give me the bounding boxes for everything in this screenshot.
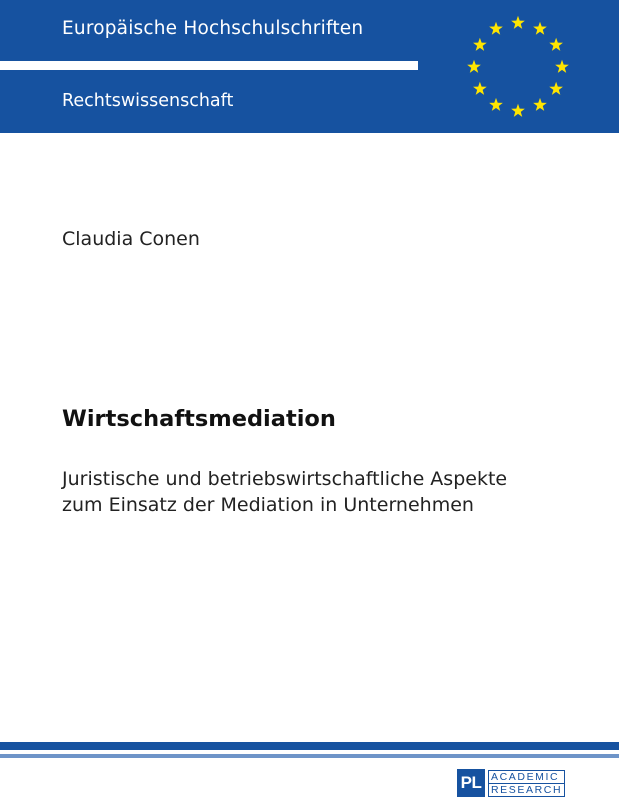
publisher-line-1: ACADEMIC [488,770,565,784]
publisher-wordmark [488,769,565,797]
star-icon [555,60,569,73]
publisher-mark: PL [457,769,485,797]
star-icon [511,16,525,29]
star-icon [533,22,547,35]
star-icon [549,82,563,95]
footer-rule [0,754,619,758]
star-icon [489,22,503,35]
book-title: Wirtschaftsmediation [62,406,336,432]
series-title: Europäische Hochschulschriften [62,18,364,39]
star-icon [533,98,547,111]
header-divider [0,61,418,70]
footer-band [0,742,619,750]
publisher-line-2: RESEARCH [488,784,565,797]
book-subtitle-line-2: zum Einsatz der Mediation in Unternehmen [62,494,474,516]
book-subtitle [62,466,507,518]
star-icon [511,104,525,117]
star-icon [467,60,481,73]
series-subtitle: Rechtswissenschaft [62,91,234,111]
star-icon [549,38,563,51]
star-icon [473,82,487,95]
book-subtitle-line-1: Juristische und betriebswirtschaftliche Aspekte [62,468,508,490]
publisher-logo [457,769,565,797]
eu-stars-icon [460,12,576,122]
star-icon [489,98,503,111]
star-icon [473,38,487,51]
author-name: Claudia Conen [62,228,200,250]
